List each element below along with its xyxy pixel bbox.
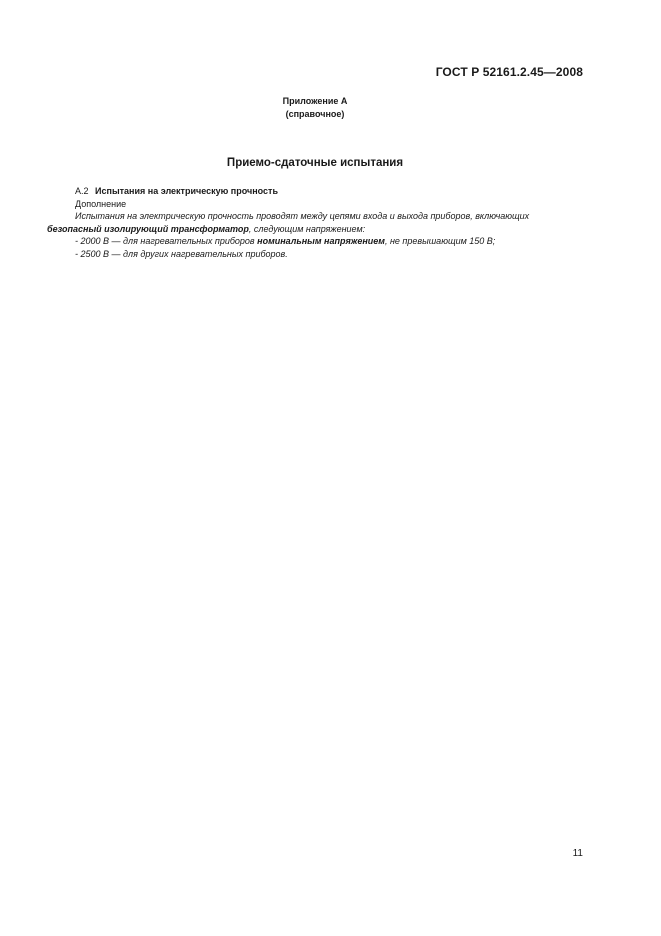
list-item [47,248,587,261]
clause-heading-line [47,185,587,198]
list-item-text: 2000 В — для нагревательных приборов [78,236,258,246]
appendix-subtitle: (справочное) [285,109,345,119]
defined-term-rated-voltage: номинальным напряжением [257,236,385,246]
section-title: Приемо-сдаточные испытания [226,157,404,169]
clause-number: А.2 [75,186,89,196]
list-item [47,235,587,248]
standard-number: ГОСТ Р 52161.2.45—2008 [435,65,583,79]
clause-body [47,185,587,260]
paragraph-continuation: , следующим напряжением: [248,223,366,234]
clause-heading: Испытания на электрическую прочность [95,186,279,196]
page-number: 11 [572,848,583,859]
defined-term-transformer: безопасный изолирующий трансформатор [47,223,249,234]
appendix-heading [200,95,430,121]
list-dash: - [75,248,78,259]
paragraph-line-1: Испытания на электрическую прочность проводят между цепями входа и выхода приборов, включающих [75,211,530,221]
appendix-title: Приложение А [282,96,348,106]
list-item-text: 2500 В — для других нагревательных приборов. [78,248,288,259]
paragraph-line-2 [47,223,587,236]
list-dash: - [75,236,78,246]
list-item-text-after: , не превышающим 150 В; [384,236,496,246]
clause-label: Дополнение [75,198,127,209]
